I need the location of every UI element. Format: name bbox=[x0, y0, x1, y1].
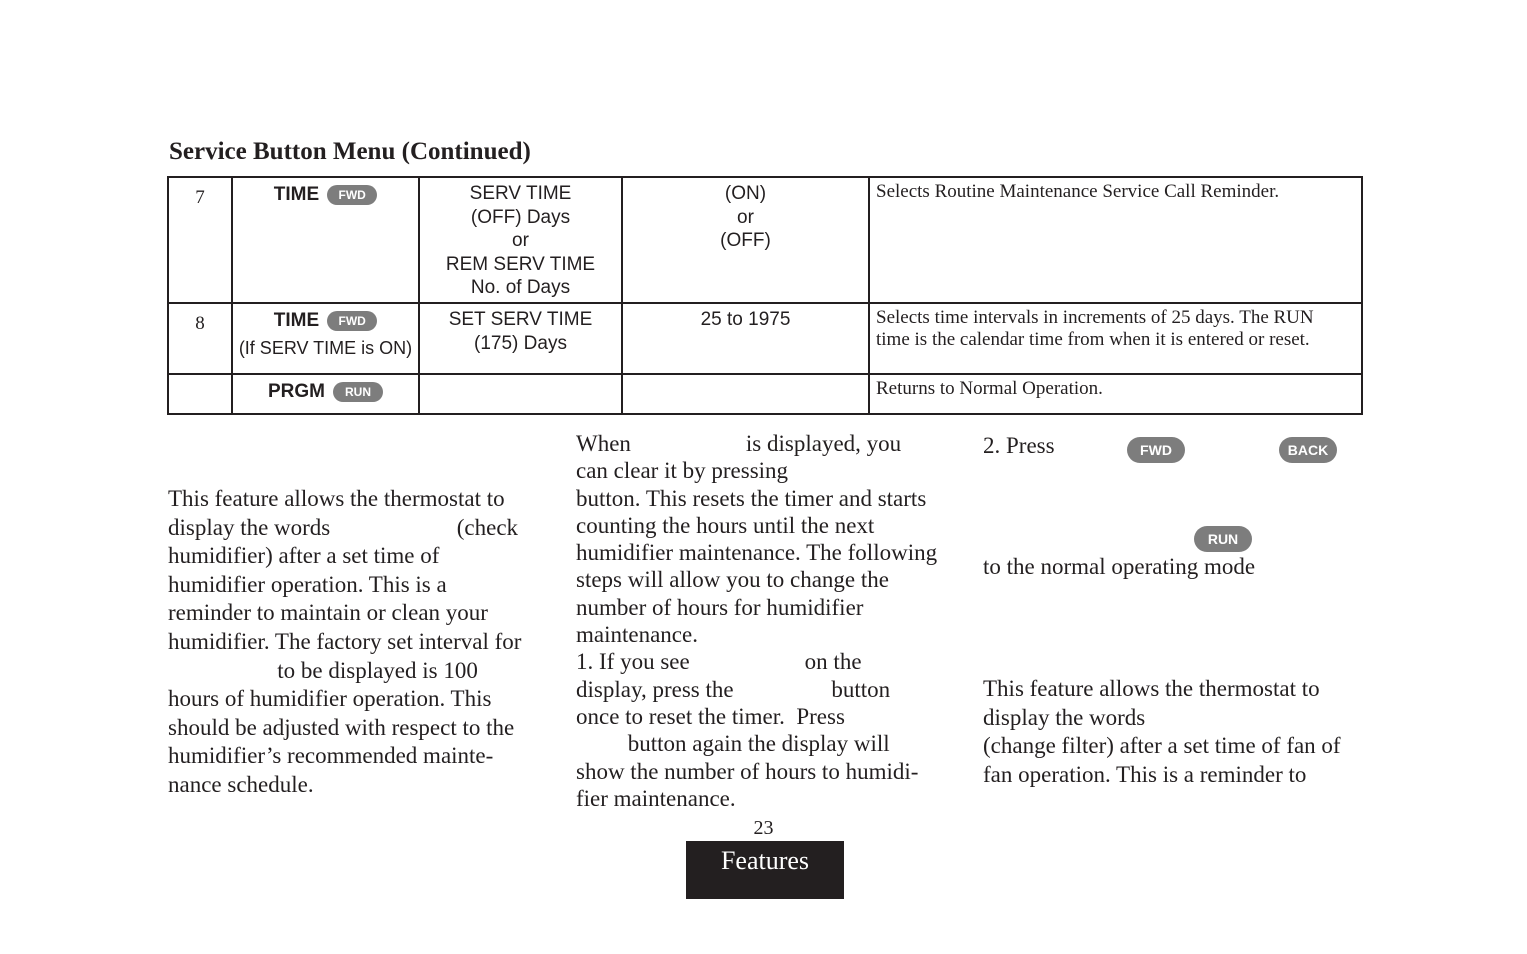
description-line: Returns to Normal Operation. bbox=[876, 378, 1103, 399]
text-line: humidifier operation. This is a bbox=[168, 571, 447, 597]
display-cell bbox=[419, 177, 622, 303]
value-line: 25 to 1975 bbox=[700, 309, 791, 330]
display-cell bbox=[419, 303, 622, 374]
back-button-icon: BACK bbox=[1279, 437, 1337, 463]
display-cell bbox=[419, 374, 622, 414]
value-line: (OFF) bbox=[720, 230, 771, 251]
service-menu-body bbox=[168, 177, 1362, 414]
display-line: SET SERV TIME bbox=[448, 309, 593, 330]
text-line: button again the display will bbox=[576, 731, 890, 757]
text-line: to be displayed is 100 bbox=[168, 657, 478, 683]
display-line: or bbox=[512, 230, 529, 251]
description-line: time is the calendar time from when it is entered or reset. bbox=[876, 329, 1310, 350]
display-line: No. of Days bbox=[470, 277, 571, 298]
step-number: 8 bbox=[168, 303, 232, 374]
text-line: show the number of hours to humidi- bbox=[576, 758, 919, 784]
display-line: SERV TIME bbox=[469, 183, 572, 204]
text-line: can clear it by pressing bbox=[576, 458, 789, 484]
change-filter-column bbox=[983, 675, 1341, 789]
page-number: 23 bbox=[753, 817, 774, 839]
display-line: (OFF) Days bbox=[470, 206, 571, 228]
text-line: (change filter) after a set time of fan of bbox=[983, 733, 1341, 759]
text-line: reminder to maintain or clean your bbox=[168, 600, 488, 626]
text-line: display, press the button bbox=[576, 676, 891, 702]
values-cell bbox=[622, 303, 869, 374]
section-tab: Features bbox=[686, 841, 844, 899]
step2-line: 2. Press bbox=[983, 433, 1055, 458]
service-menu-table bbox=[167, 176, 1363, 415]
text-line: number of hours for humidifier bbox=[576, 594, 864, 620]
run-button-icon: RUN bbox=[1194, 526, 1252, 552]
button-cell bbox=[232, 177, 419, 303]
fwd-button-icon: FWD bbox=[1127, 437, 1185, 463]
fwd-button-icon: FWD bbox=[327, 185, 377, 205]
page-heading: Service Button Menu (Continued) bbox=[169, 138, 531, 165]
table-row bbox=[168, 303, 1362, 374]
description-cell bbox=[869, 303, 1362, 374]
button-sequence bbox=[233, 184, 418, 206]
text-line: button. This resets the timer and starts bbox=[576, 485, 927, 511]
step-number bbox=[168, 374, 232, 414]
text-line: fan operation. This is a reminder to bbox=[983, 761, 1307, 787]
normal-mode-line: to the normal operating mode bbox=[983, 554, 1256, 579]
text-line: once to reset the timer. Press bbox=[576, 703, 845, 729]
value-line: or bbox=[737, 206, 754, 228]
text-line: fier maintenance. bbox=[576, 785, 736, 811]
text-line: 1. If you see on the bbox=[576, 649, 862, 675]
text-line: maintenance. bbox=[576, 622, 698, 648]
text-line: display the words (check bbox=[168, 514, 519, 540]
run-button-icon: RUN bbox=[333, 382, 383, 402]
text-line: nance schedule. bbox=[168, 771, 314, 797]
button-cell bbox=[232, 303, 419, 374]
value-line: (ON) bbox=[724, 183, 767, 204]
description-line: Selects Routine Maintenance Service Call Reminder. bbox=[876, 181, 1280, 202]
button-condition: (If SERV TIME is ON) bbox=[238, 338, 413, 358]
table-row bbox=[168, 374, 1362, 414]
description-cell bbox=[869, 374, 1362, 414]
text-line: When is displayed, you bbox=[576, 431, 902, 456]
text-line: humidifier maintenance. The following bbox=[576, 540, 938, 566]
button-name: PRGM bbox=[268, 381, 325, 402]
values-cell bbox=[622, 177, 869, 303]
text-line: humidifier’s recommended mainte- bbox=[168, 743, 494, 769]
button-sequence bbox=[233, 381, 418, 403]
text-line: This feature allows the thermostat to bbox=[168, 486, 505, 511]
text-line: This feature allows the thermostat to bbox=[983, 676, 1320, 701]
text-line: steps will allow you to change the bbox=[576, 567, 889, 593]
check-humidifier-column bbox=[168, 485, 521, 800]
button-sequence bbox=[233, 310, 418, 332]
text-line: humidifier. The factory set interval for bbox=[168, 628, 522, 654]
button-cell bbox=[232, 374, 419, 414]
step-number: 7 bbox=[168, 177, 232, 303]
text-line: humidifier) after a set time of bbox=[168, 543, 440, 569]
description-cell bbox=[869, 177, 1362, 303]
fwd-button-icon: FWD bbox=[327, 311, 377, 331]
text-line: should be adjusted with respect to the bbox=[168, 714, 515, 740]
button-name: TIME bbox=[273, 310, 320, 331]
table-row bbox=[168, 177, 1362, 303]
text-line: display the words bbox=[983, 704, 1146, 730]
text-line: hours of humidifier operation. This bbox=[168, 686, 492, 712]
clear-reminder-column bbox=[576, 430, 937, 812]
description-line: Selects time intervals in increments of 25 days. The RUN bbox=[876, 307, 1314, 328]
values-cell bbox=[622, 374, 869, 414]
button-name: TIME bbox=[273, 184, 320, 205]
display-line: REM SERV TIME bbox=[445, 253, 596, 275]
text-line: counting the hours until the next bbox=[576, 512, 875, 538]
display-line: (175) Days bbox=[474, 332, 567, 354]
